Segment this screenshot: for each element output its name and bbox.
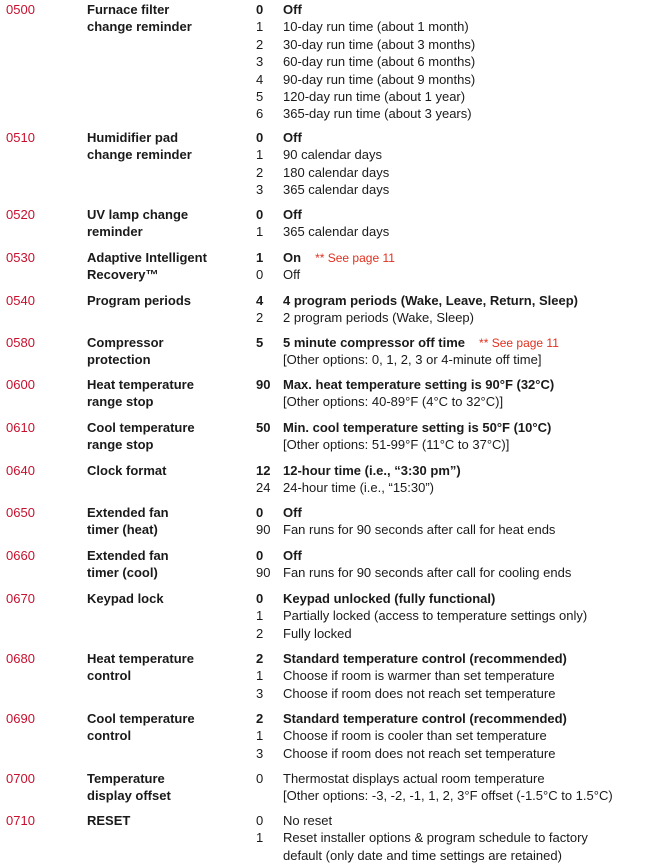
- function-name-line: Temperature: [87, 771, 165, 786]
- option-number: 2: [256, 164, 264, 180]
- function-code: 0690: [6, 711, 35, 726]
- option-number: 2: [256, 711, 264, 726]
- option-description: [283, 829, 588, 846]
- option-text: Off: [283, 2, 302, 17]
- function-name: [87, 129, 247, 164]
- function-name-line: timer (heat): [87, 522, 158, 538]
- option-description: [283, 547, 302, 564]
- option-text: Fully locked: [283, 625, 352, 641]
- function-name-line: Clock format: [87, 463, 167, 478]
- option-list: [256, 504, 663, 539]
- option-item: [256, 770, 663, 787]
- option-description: [283, 462, 461, 479]
- option-item: [256, 419, 663, 436]
- option-number: 2: [256, 310, 264, 326]
- option-description: [283, 292, 578, 309]
- function-name: [87, 376, 247, 411]
- option-list: [256, 710, 663, 762]
- option-number: 5: [256, 88, 264, 104]
- option-description: [283, 376, 554, 393]
- option-text: Reset installer options & program schedule to factory: [283, 830, 588, 846]
- option-text: 30-day run time (about 3 months): [283, 36, 476, 52]
- option-text: 60-day run time (about 6 months): [283, 54, 476, 70]
- option-description: [283, 847, 562, 864]
- option-text: Max. heat temperature setting is 90°F (32°C): [283, 377, 555, 392]
- option-list: [256, 334, 663, 369]
- function-code: 0600: [6, 377, 35, 392]
- function-code: 0510: [6, 130, 35, 145]
- option-item: [256, 625, 663, 642]
- option-number: 3: [256, 182, 264, 198]
- option-text: On: [283, 250, 302, 265]
- option-list: [256, 292, 663, 327]
- function-name: [87, 334, 247, 369]
- option-text: Keypad unlocked (fully functional): [283, 591, 496, 606]
- function-code: 0670: [6, 591, 35, 606]
- option-item: [256, 266, 663, 283]
- option-item: [256, 164, 663, 181]
- option-item: [256, 590, 663, 607]
- option-number: 90: [256, 377, 271, 392]
- option-item: [256, 436, 663, 453]
- option-item: [256, 479, 663, 496]
- option-description: [283, 436, 509, 453]
- see-page-note: ** See page 11: [315, 251, 395, 265]
- option-number: 0: [256, 591, 264, 606]
- option-list: [256, 249, 663, 284]
- option-number: 1: [256, 830, 264, 846]
- option-text: 5 minute compressor off time: [283, 335, 466, 350]
- option-description: [283, 164, 389, 181]
- option-text: [Other options: 0, 1, 2, 3 or 4-minute off time]: [283, 352, 542, 368]
- option-text: 365-day run time (about 3 years): [283, 106, 472, 122]
- function-name-line: RESET: [87, 813, 131, 828]
- option-number: 1: [256, 19, 264, 35]
- function-name: [87, 770, 247, 805]
- option-item: [256, 829, 663, 846]
- function-name: [87, 590, 247, 607]
- option-number: 0: [256, 267, 264, 283]
- function-name-line: Adaptive Intelligent: [87, 250, 207, 265]
- option-item: [256, 812, 663, 829]
- option-item: [256, 129, 663, 146]
- option-description: [283, 105, 472, 122]
- option-item: [256, 292, 663, 309]
- option-item: [256, 351, 663, 368]
- option-item: [256, 376, 663, 393]
- function-name-line: change reminder: [87, 147, 192, 163]
- option-item: [256, 249, 663, 266]
- option-text: 4 program periods (Wake, Leave, Return, Sleep): [283, 293, 578, 308]
- option-description: [283, 504, 302, 521]
- function-name-line: control: [87, 728, 132, 744]
- option-list: [256, 206, 663, 241]
- function-name-line: timer (cool): [87, 565, 158, 581]
- function-code: 0610: [6, 420, 35, 435]
- option-text: default (only date and time settings are retained): [283, 847, 562, 863]
- option-number: 12: [256, 463, 271, 478]
- option-number: 1: [256, 728, 264, 744]
- option-description: [283, 521, 555, 538]
- option-number: 4: [256, 293, 264, 308]
- option-item: [256, 607, 663, 624]
- function-code: 0680: [6, 651, 35, 666]
- option-description: [283, 266, 300, 283]
- option-item: [256, 36, 663, 53]
- option-number: 3: [256, 745, 264, 761]
- function-name-line: Cool temperature: [87, 711, 195, 726]
- option-item: [256, 727, 663, 744]
- option-list: [256, 1, 663, 123]
- option-text: Standard temperature control (recommended): [283, 711, 567, 726]
- function-name-line: control: [87, 668, 132, 684]
- option-description: [283, 249, 395, 267]
- function-code: 0540: [6, 293, 35, 308]
- function-name: [87, 812, 247, 829]
- function-name: [87, 292, 247, 309]
- option-number: 90: [256, 565, 271, 581]
- function-name-line: Recovery™: [87, 267, 159, 283]
- function-name-line: Extended fan: [87, 548, 169, 563]
- option-item: [256, 1, 663, 18]
- option-list: [256, 812, 663, 864]
- option-item: [256, 504, 663, 521]
- option-text: Off: [283, 505, 302, 520]
- option-item: [256, 206, 663, 223]
- option-text: Fan runs for 90 seconds after call for cooling ends: [283, 565, 572, 581]
- option-item: [256, 462, 663, 479]
- option-text: [Other options: 51-99°F (11°C to 37°C)]: [283, 437, 510, 453]
- function-name-line: range stop: [87, 437, 154, 453]
- option-description: [283, 309, 474, 326]
- function-name-line: Program periods: [87, 293, 192, 308]
- function-name-line: Compressor: [87, 335, 164, 350]
- option-description: [283, 18, 469, 35]
- function-name-line: Keypad lock: [87, 591, 164, 606]
- function-name-line: protection: [87, 352, 151, 368]
- option-text: 90-day run time (about 9 months): [283, 71, 476, 87]
- option-text: 365 calendar days: [283, 182, 390, 198]
- option-item: [256, 88, 663, 105]
- function-name-line: change reminder: [87, 19, 192, 35]
- option-item: [256, 223, 663, 240]
- option-description: [283, 334, 559, 352]
- option-number: 24: [256, 480, 271, 496]
- option-list: [256, 462, 663, 497]
- option-text: Off: [283, 267, 301, 283]
- function-name-line: display offset: [87, 788, 171, 804]
- option-number: 0: [256, 2, 264, 17]
- option-text: Thermostat displays actual room temperature: [283, 771, 545, 786]
- option-item: [256, 667, 663, 684]
- option-item: [256, 393, 663, 410]
- function-name: [87, 504, 247, 539]
- option-text: 365 calendar days: [283, 224, 390, 240]
- option-item: [256, 847, 663, 864]
- option-text: Off: [283, 207, 302, 222]
- function-code: 0580: [6, 335, 35, 350]
- function-name: [87, 547, 247, 582]
- option-text: Choose if room does not reach set temperature: [283, 745, 556, 761]
- option-item: [256, 745, 663, 762]
- option-item: [256, 334, 663, 351]
- option-description: [283, 393, 503, 410]
- option-text: 180 calendar days: [283, 164, 390, 180]
- option-description: [283, 710, 567, 727]
- function-name: [87, 249, 247, 284]
- option-number: 0: [256, 813, 264, 828]
- option-number: 3: [256, 685, 264, 701]
- function-name-line: Furnace filter: [87, 2, 170, 17]
- function-code: 0520: [6, 207, 35, 222]
- function-name: [87, 462, 247, 479]
- option-description: [283, 812, 332, 829]
- option-text: Min. cool temperature setting is 50°F (10°C): [283, 420, 552, 435]
- option-item: [256, 685, 663, 702]
- option-item: [256, 105, 663, 122]
- function-name-line: Extended fan: [87, 505, 169, 520]
- option-number: 2: [256, 36, 264, 52]
- option-number: 1: [256, 608, 264, 624]
- option-list: [256, 129, 663, 199]
- function-code: 0640: [6, 463, 35, 478]
- option-text: 2 program periods (Wake, Sleep): [283, 310, 474, 326]
- function-code: 0700: [6, 771, 35, 786]
- option-description: [283, 564, 571, 581]
- option-description: [283, 351, 541, 368]
- option-number: 6: [256, 106, 264, 122]
- option-description: [283, 590, 495, 607]
- option-item: [256, 18, 663, 35]
- option-number: 0: [256, 548, 264, 563]
- function-name: [87, 710, 247, 745]
- option-text: Off: [283, 548, 302, 563]
- function-name-line: Cool temperature: [87, 420, 195, 435]
- option-number: 3: [256, 54, 264, 70]
- option-description: [283, 71, 475, 88]
- option-description: [283, 88, 465, 105]
- option-item: [256, 309, 663, 326]
- option-item: [256, 53, 663, 70]
- option-item: [256, 547, 663, 564]
- option-description: [283, 607, 587, 624]
- option-list: [256, 547, 663, 582]
- option-number: 1: [256, 224, 264, 240]
- function-name: [87, 650, 247, 685]
- option-text: Choose if room is warmer than set temperature: [283, 668, 555, 684]
- option-text: [Other options: 40-89°F (4°C to 32°C)]: [283, 394, 504, 410]
- option-description: [283, 53, 475, 70]
- function-name-line: UV lamp change: [87, 207, 189, 222]
- function-name-line: Heat temperature: [87, 377, 194, 392]
- option-number: 0: [256, 207, 264, 222]
- option-description: [283, 685, 555, 702]
- option-item: [256, 787, 663, 804]
- option-description: [283, 479, 434, 496]
- option-item: [256, 146, 663, 163]
- option-description: [283, 745, 555, 762]
- option-list: [256, 650, 663, 702]
- option-number: 90: [256, 522, 271, 538]
- function-name-line: Heat temperature: [87, 651, 194, 666]
- option-item: [256, 521, 663, 538]
- option-description: [283, 667, 555, 684]
- function-name-line: range stop: [87, 394, 154, 410]
- option-number: 2: [256, 651, 264, 666]
- option-text: Choose if room does not reach set temperature: [283, 685, 556, 701]
- function-code: 0710: [6, 813, 35, 828]
- option-number: 0: [256, 771, 264, 786]
- option-text: No reset: [283, 813, 333, 828]
- function-name-line: Humidifier pad: [87, 130, 179, 145]
- option-text: 120-day run time (about 1 year): [283, 88, 466, 104]
- option-description: [283, 727, 547, 744]
- option-description: [283, 419, 551, 436]
- option-number: 4: [256, 71, 264, 87]
- option-description: [283, 223, 389, 240]
- option-text: 12-hour time (i.e., “3:30 pm”): [283, 463, 461, 478]
- option-number: 1: [256, 668, 264, 684]
- option-number: 0: [256, 130, 264, 145]
- option-description: [283, 650, 567, 667]
- option-number: 1: [256, 250, 264, 265]
- option-item: [256, 710, 663, 727]
- option-text: Fan runs for 90 seconds after call for heat ends: [283, 522, 556, 538]
- option-number: 0: [256, 505, 264, 520]
- option-text: 90 calendar days: [283, 147, 383, 163]
- option-description: [283, 787, 613, 804]
- option-description: [283, 146, 382, 163]
- option-number: 50: [256, 420, 271, 435]
- option-text: 24-hour time (i.e., “15:30”): [283, 480, 435, 496]
- option-text: 10-day run time (about 1 month): [283, 19, 469, 35]
- option-text: Partially locked (access to temperature settings only): [283, 608, 588, 624]
- option-item: [256, 564, 663, 581]
- option-description: [283, 129, 302, 146]
- option-text: Choose if room is cooler than set temperature: [283, 728, 547, 744]
- option-list: [256, 419, 663, 454]
- option-text: [Other options: -3, -2, -1, 1, 2, 3°F offset (-1.5°C to 1.5°C): [283, 788, 613, 804]
- option-list: [256, 770, 663, 805]
- option-number: 2: [256, 625, 264, 641]
- function-name: [87, 419, 247, 454]
- option-text: Off: [283, 130, 302, 145]
- function-code: 0660: [6, 548, 35, 563]
- option-text: Standard temperature control (recommended): [283, 651, 567, 666]
- option-item: [256, 650, 663, 667]
- option-item: [256, 181, 663, 198]
- option-description: [283, 206, 302, 223]
- option-number: 5: [256, 335, 264, 350]
- function-name: [87, 1, 247, 36]
- option-description: [283, 770, 545, 787]
- option-number: 1: [256, 147, 264, 163]
- option-description: [283, 1, 302, 18]
- option-description: [283, 181, 389, 198]
- function-code: 0530: [6, 250, 35, 265]
- function-name-line: reminder: [87, 224, 143, 240]
- function-name: [87, 206, 247, 241]
- option-list: [256, 590, 663, 642]
- option-item: [256, 71, 663, 88]
- see-page-note: ** See page 11: [479, 336, 559, 350]
- option-description: [283, 36, 475, 53]
- function-code: 0500: [6, 2, 35, 17]
- function-code: 0650: [6, 505, 35, 520]
- option-description: [283, 625, 352, 642]
- option-list: [256, 376, 663, 411]
